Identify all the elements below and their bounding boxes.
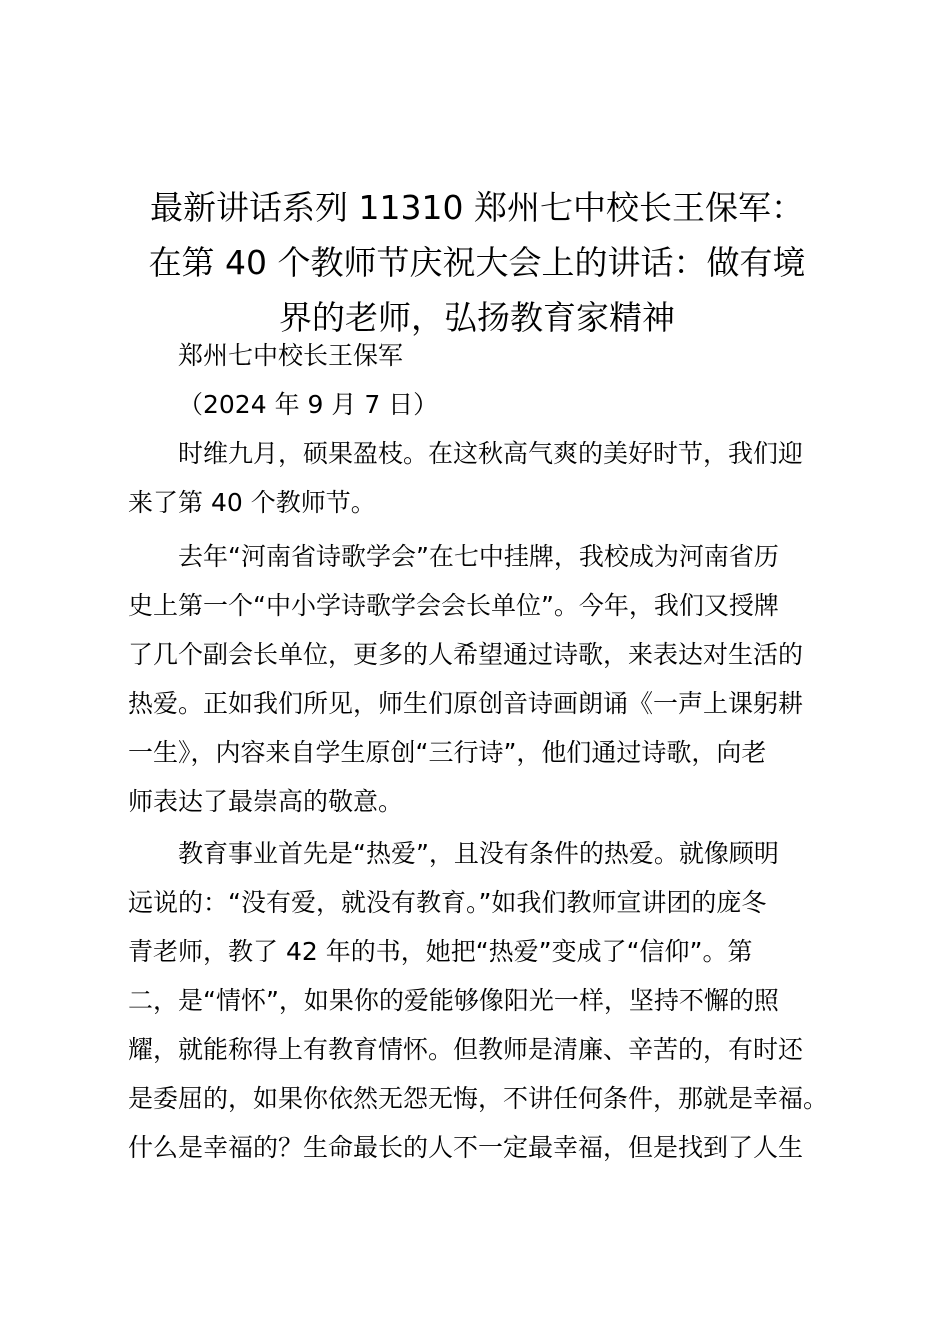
paragraph-line: 教育事业首先是“热爱”，且没有条件的热爱。就像顾明 — [178, 839, 779, 868]
document-title — [120, 180, 834, 345]
paragraph-line: 什么是幸福的？生命最长的人不一定最幸福，但是找到了人生 — [128, 1133, 804, 1162]
paragraph-line: 一生》，内容来自学生原创“三行诗”，他们通过诗歌，向老 — [128, 738, 767, 767]
paragraph-line: 是委屈的，如果你依然无怨无悔，不讲任何条件，那就是幸福。 — [128, 1084, 829, 1113]
paragraph-line: 史上第一个“中小学诗歌学会会长单位”。今年，我们又授牌 — [128, 591, 779, 620]
date-line: （2024 年 9 月 7 日） — [178, 390, 439, 419]
paragraph-line: 去年“河南省诗歌学会”在七中挂牌，我校成为河南省历 — [178, 542, 779, 571]
paragraph-line: 了几个副会长单位，更多的人希望通过诗歌，来表达对生活的 — [128, 640, 804, 669]
paragraph-line: 热爱。正如我们所见，师生们原创音诗画朗诵《一声上课躬耕 — [128, 689, 804, 718]
title-line: 界的老师，弘扬教育家精神 — [279, 298, 675, 337]
paragraph-line: 时维九月，硕果盈枝。在这秋高气爽的美好时节，我们迎 — [178, 439, 804, 468]
title-line: 在第 40 个教师节庆祝大会上的讲话：做有境 — [148, 243, 806, 282]
paragraph-line: 师表达了最崇高的敬意。 — [128, 787, 404, 816]
author-line: 郑州七中校长王保军 — [178, 341, 404, 370]
paragraph-line: 青老师，教了 42 年的书，她把“热爱”变成了“信仰”。第 — [128, 937, 753, 966]
paragraph-line: 二，是“情怀”，如果你的爱能够像阳光一样，坚持不懈的照 — [128, 986, 779, 1015]
paragraph-line: 来了第 40 个教师节。 — [128, 488, 376, 517]
paragraph-line: 远说的：“没有爱，就没有教育。”如我们教师宣讲团的庞冬 — [128, 888, 767, 917]
paragraph-line: 耀，就能称得上有教育情怀。但教师是清廉、辛苦的，有时还 — [128, 1035, 804, 1064]
title-line: 最新讲话系列 11310 郑州七中校长王保军： — [150, 188, 804, 227]
